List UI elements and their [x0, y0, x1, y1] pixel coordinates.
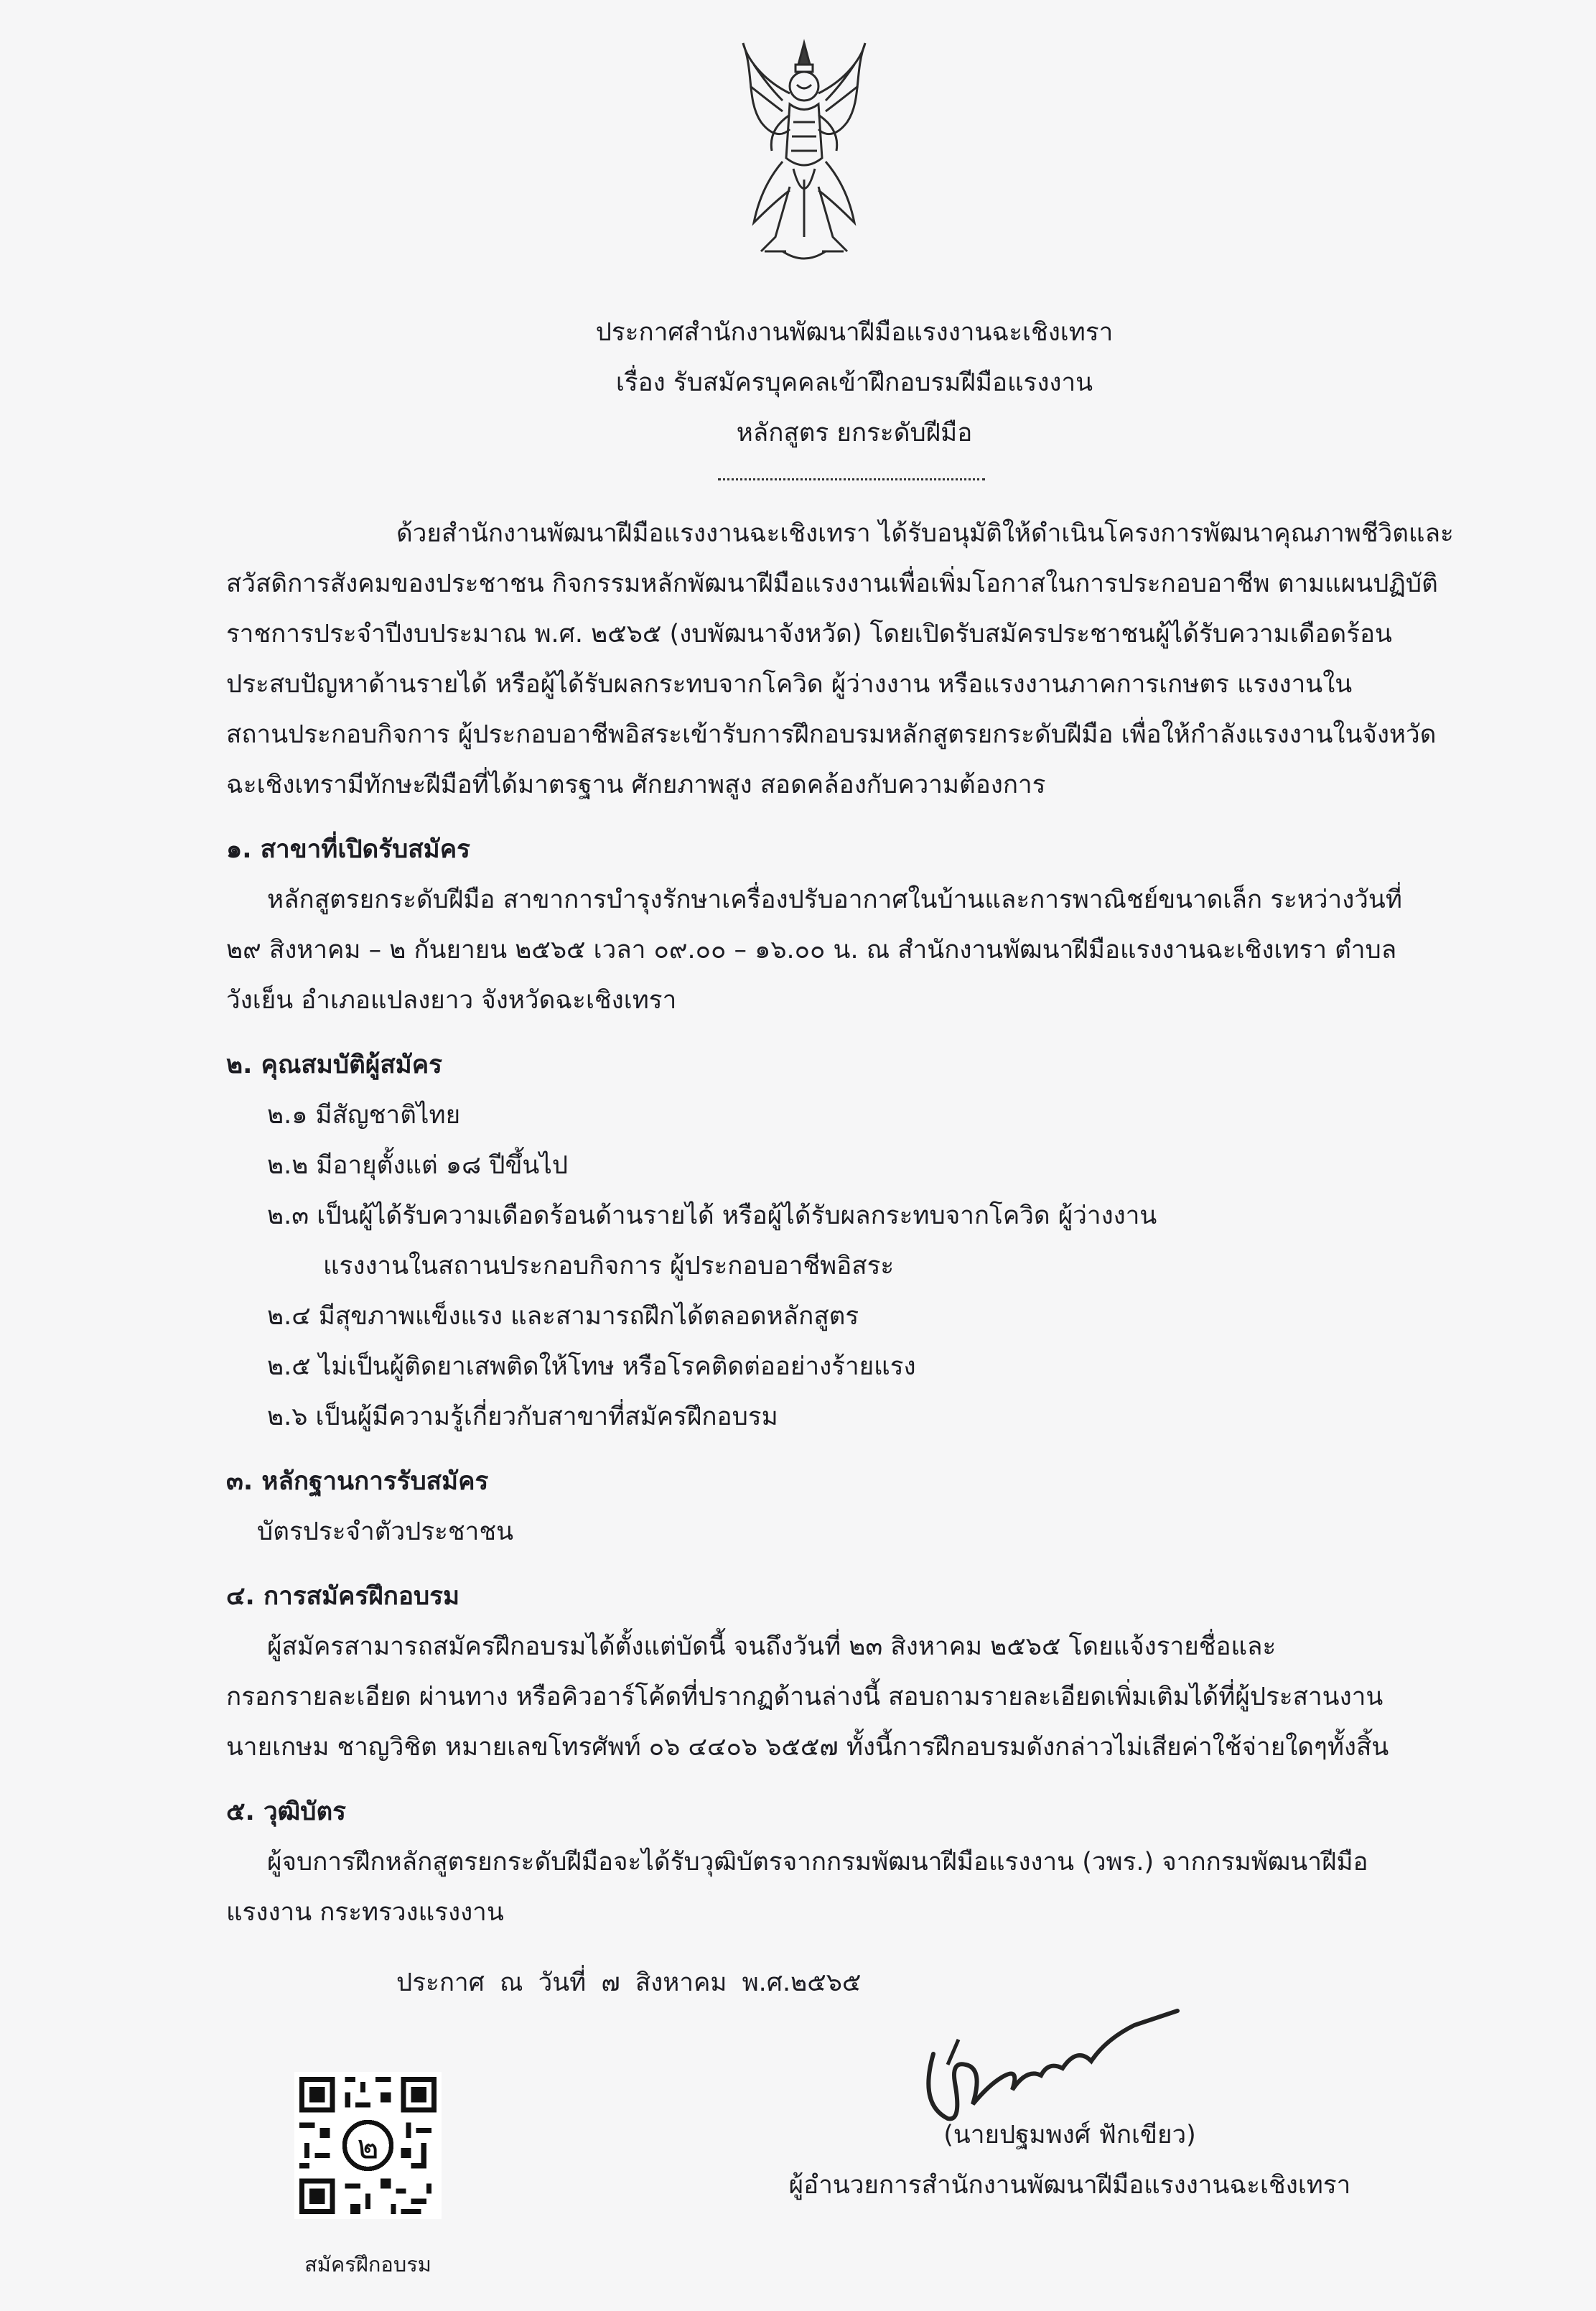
intro-line: ราชการประจำปีงบประมาณ พ.ศ. ๒๕๖๕ (งบพัฒนาจังหวัด) โดยเปิดรับสมัครประชาชนผู้ได้รับความเดือดร้อน: [226, 620, 1392, 648]
section-1-line: วังเย็น อำเภอแปลงยาว จังหวัดฉะเชิงเทรา: [226, 986, 677, 1015]
qr-center-label: ๒: [357, 2127, 379, 2167]
qualification-item: ๒.๕ ไม่เป็นผู้ติดยาเสพติดให้โทษ หรือโรคติดต่ออย่างร้ายแรง: [267, 1352, 916, 1381]
announcement-date: ประกาศ ณ วันที่ ๗ สิงหาคม พ.ศ.๒๕๖๕: [396, 1968, 862, 1997]
heading-line-course: หลักสูตร ยกระดับฝีมือ: [736, 419, 973, 447]
heading-line-office: ประกาศสำนักงานพัฒนาฝีมือแรงงานฉะเชิงเทรา: [595, 318, 1114, 347]
announcement-heading: [359, 307, 1350, 458]
intro-line: ประสบปัญหาด้านรายได้ หรือผู้ได้รับผลกระทบจากโควิด ผู้ว่างงาน หรือแรงงานภาคการเกษตร แรงงานใน: [226, 670, 1353, 699]
heading-line-subject: เรื่อง รับสมัครบุคคลเข้าฝึกอบรมฝีมือแรงงาน: [615, 368, 1093, 397]
intro-line: สวัสดิการสังคมของประชาชน กิจกรรมหลักพัฒนาฝีมือแรงงานเพื่อเพิ่มโอกาสในการประกอบอาชีพ ตามแผนปฏิบัติ: [226, 569, 1438, 598]
intro-line: สถานประกอบกิจการ ผู้ประกอบอาชีพอิสระเข้ารับการฝึกอบรมหลักสูตรยกระดับฝีมือ เพื่อให้กำลังแรงงานในจังหวัด: [226, 720, 1437, 749]
qualification-item: ๒.๓ เป็นผู้ได้รับความเดือดร้อนด้านรายได้ หรือผู้ได้รับผลกระทบจากโควิด ผู้ว่างงาน: [267, 1201, 1157, 1230]
section-3-line: บัตรประจำตัวประชาชน: [257, 1517, 514, 1546]
qualification-item: ๒.๒ มีอายุตั้งแต่ ๑๘ ปีขึ้นไป: [267, 1151, 569, 1180]
section-1-line: หลักสูตรยกระดับฝีมือ สาขาการบำรุงรักษาเครื่องปรับอากาศในบ้านและการพาณิชย์ขนาดเล็ก ระหว่างวันที่: [267, 885, 1402, 914]
signer-position: ผู้อำนวยการสำนักงานพัฒนาฝีมือแรงงานฉะเชิงเทรา: [788, 2171, 1351, 2200]
qr-code-icon[interactable]: [294, 2072, 442, 2219]
intro-line: ฉะเชิงเทรามีทักษะฝีมือที่ได้มาตรฐาน ศักยภาพสูง สอดคล้องกับความต้องการ: [226, 771, 1046, 799]
qr-caption: สมัครฝึกอบรม: [304, 2252, 431, 2277]
section-3-title: ๓. หลักฐานการรับสมัคร: [226, 1467, 489, 1496]
section-1-title: ๑. สาขาที่เปิดรับสมัคร: [226, 835, 470, 864]
section-5-line: ผู้จบการฝึกหลักสูตรยกระดับฝีมือจะได้รับวุฒิบัตรจากกรมพัฒนาฝีมือแรงงาน (วพร.) จากกรมพัฒนาฝีมือ: [267, 1848, 1368, 1877]
garuda-emblem-icon: [732, 36, 876, 273]
section-5-line: แรงงาน กระทรวงแรงงาน: [226, 1898, 504, 1927]
section-4-line: นายเกษม ชาญวิชิต หมายเลขโทรศัพท์ ๐๖ ๔๔๐๖ ๖๕๕๗ ทั้งนี้การฝึกอบรมดังกล่าวไม่เสียค่าใช้จ่ายใดๆทั้งสิ้น: [226, 1733, 1389, 1762]
dotted-divider: [718, 478, 985, 480]
qualification-item: ๒.๔ มีสุขภาพแข็งแรง และสามารถฝึกได้ตลอดหลักสูตร: [267, 1302, 859, 1331]
section-4-title: ๔. การสมัครฝึกอบรม: [226, 1582, 460, 1611]
qualification-item: ๒.๖ เป็นผู้มีความรู้เกี่ยวกับสาขาที่สมัครฝึกอบรม: [267, 1403, 778, 1431]
section-4-line: ผู้สมัครสามารถสมัครฝึกอบรมได้ตั้งแต่บัดนี้ จนถึงวันที่ ๒๓ สิงหาคม ๒๕๖๕ โดยแจ้งรายชื่อและ: [267, 1632, 1277, 1661]
signer-name: (นายปฐมพงศ์ ฟักเขียว): [943, 2121, 1196, 2149]
section-5-title: ๕. วุฒิบัตร: [226, 1798, 346, 1826]
qualification-item: ๒.๑ มีสัญชาติไทย: [267, 1101, 461, 1130]
intro-line: ด้วยสำนักงานพัฒนาฝีมือแรงงานฉะเชิงเทรา ได้รับอนุมัติให้ดำเนินโครงการพัฒนาคุณภาพชีวิตและ: [396, 519, 1454, 548]
section-1-line: ๒๙ สิงหาคม – ๒ กันยายน ๒๕๖๕ เวลา ๐๙.๐๐ – ๑๖.๐๐ น. ณ สำนักงานพัฒนาฝีมือแรงงานฉะเชิงเทรา ตำบล: [226, 936, 1397, 964]
qualification-item-continued: แรงงานในสถานประกอบกิจการ ผู้ประกอบอาชีพอิสระ: [323, 1252, 895, 1280]
section-2-title: ๒. คุณสมบัติผู้สมัคร: [226, 1051, 442, 1079]
section-4-line: กรอกรายละเอียด ผ่านทาง หรือคิวอาร์โค้ดที่ปรากฏด้านล่างนี้ สอบถามรายละเอียดเพิ่มเติมได้ที่ผู้ประสานงาน: [226, 1683, 1383, 1711]
